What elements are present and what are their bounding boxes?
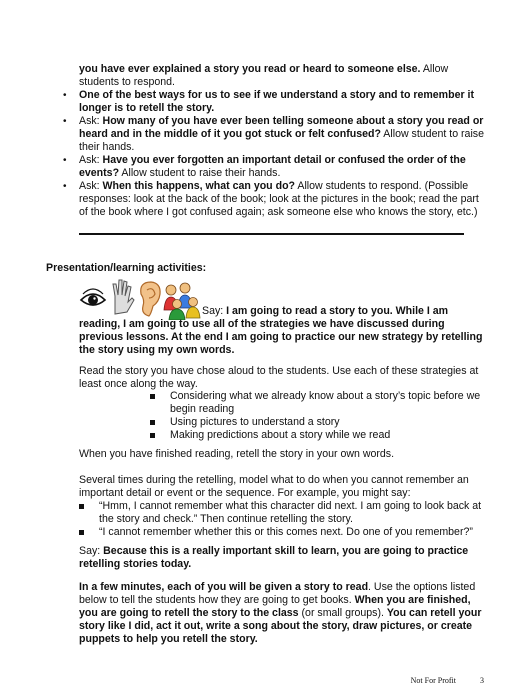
- list-item: [63, 180, 489, 219]
- finished-paragraph: When you have finished reading, retell the story in your own words.: [79, 448, 395, 460]
- bullet-bold: Have you ever forgotten an important detail or confused the order of the events?: [79, 154, 466, 179]
- bullet-prefix: Ask:: [79, 154, 103, 166]
- instructions-bold-3: You can retell your story like I did, act it out, write a song about the story, draw pictures, or create puppets to help you retell the story.: [79, 607, 482, 645]
- instructions-paragraph: [79, 581, 489, 646]
- square-bullet-icon: [79, 530, 84, 535]
- quote-text: “I cannot remember whether this or this comes next. Do one of you remember?”: [99, 526, 473, 538]
- divider: [79, 233, 464, 235]
- bullet-bold: When this happens, what can you do?: [102, 180, 296, 192]
- page-footer: [411, 674, 484, 687]
- instructions-text-2: (or small groups).: [298, 607, 387, 619]
- say-text: I am going to read a story to you. While I am reading, I am going to use all of the strategies we have discussed during previous lessons. At the end I am going to practice our new strategy by retelling the story using my own words.: [79, 305, 483, 356]
- bullet-bold: How many of you have ever been telling someone about a story you read or heard and in the middle of it you got stuck or felt confused?: [79, 115, 484, 140]
- say-practice-paragraph: [79, 545, 489, 571]
- list-item: [63, 115, 489, 154]
- model-quote-list: [79, 500, 489, 539]
- bullet-rest: Allow students to respond. (Possible responses: look at the back of the book; look at the pictures in the book; read the part of the book where I got confused again; ask someone else who knows the story, etc.): [79, 180, 479, 218]
- list-item: [150, 416, 490, 429]
- continued-rest: Allow students to respond.: [79, 63, 449, 88]
- bullet-prefix: Ask:: [79, 115, 103, 127]
- say-label: Say:: [202, 305, 227, 317]
- bullet-icon: •: [63, 90, 67, 101]
- continued-bullet-text: [79, 63, 489, 89]
- instructions-bold-2: When you are finished, you are going to retell the story to the class: [79, 594, 471, 619]
- intro-bullet-list: [63, 89, 489, 219]
- quote-text: “Hmm, I cannot remember what this character did next. I am going to look back at the story and check.” Then continue retelling the story.: [99, 500, 482, 525]
- say-paragraph: [79, 305, 489, 357]
- bullet-icon: •: [63, 181, 67, 192]
- read-paragraph: Read the story you have chose aloud to the students. Use each of these strategies at least once along the way.: [79, 365, 479, 390]
- bullet-icon: •: [63, 116, 67, 127]
- square-bullet-icon: [150, 420, 155, 425]
- footer-text: Not For Profit: [410, 676, 456, 685]
- eye-icon: [81, 289, 105, 305]
- list-item: [63, 154, 489, 180]
- page-number: 3: [480, 676, 484, 685]
- strategy-text: Using pictures to understand a story: [170, 416, 340, 428]
- instructions-text-1: . Use the options listed below to tell the students how they are going to get books.: [79, 581, 476, 606]
- list-item: [63, 89, 489, 115]
- several-times-paragraph: Several times during the retelling, model what to do when you cannot remember an important detail or event or the sequence. For example, you might say:: [79, 474, 469, 499]
- list-item: [79, 500, 489, 526]
- list-item: [150, 429, 490, 442]
- bullet-prefix: Ask:: [79, 180, 103, 192]
- square-bullet-icon: [79, 504, 84, 509]
- bullet-rest: Allow student to raise their hands.: [79, 128, 484, 153]
- say-practice-text: Because this is a really important skill to learn, you are going to practice retelling stories today.: [79, 545, 469, 570]
- continued-bold: you have ever explained a story you read or heard to someone else.: [79, 63, 421, 75]
- bullet-rest: Allow student to raise their hands.: [119, 167, 281, 179]
- strategy-list: [150, 390, 490, 442]
- bullet-bold: One of the best ways for us to see if we understand a story and to remember it longer is to retell the story.: [79, 89, 474, 114]
- square-bullet-icon: [150, 394, 155, 399]
- instructions-bold-1: In a few minutes, each of you will be given a story to read: [79, 581, 369, 593]
- bullet-icon: •: [63, 155, 67, 166]
- list-item: [150, 390, 490, 416]
- list-item: [79, 526, 489, 539]
- strategy-text: Considering what we already know about a story’s topic before we begin reading: [170, 390, 481, 415]
- say-label: Say:: [79, 545, 104, 557]
- section-title: Presentation/learning activities:: [46, 262, 207, 274]
- strategy-text: Making predictions about a story while we read: [170, 429, 391, 441]
- square-bullet-icon: [150, 433, 155, 438]
